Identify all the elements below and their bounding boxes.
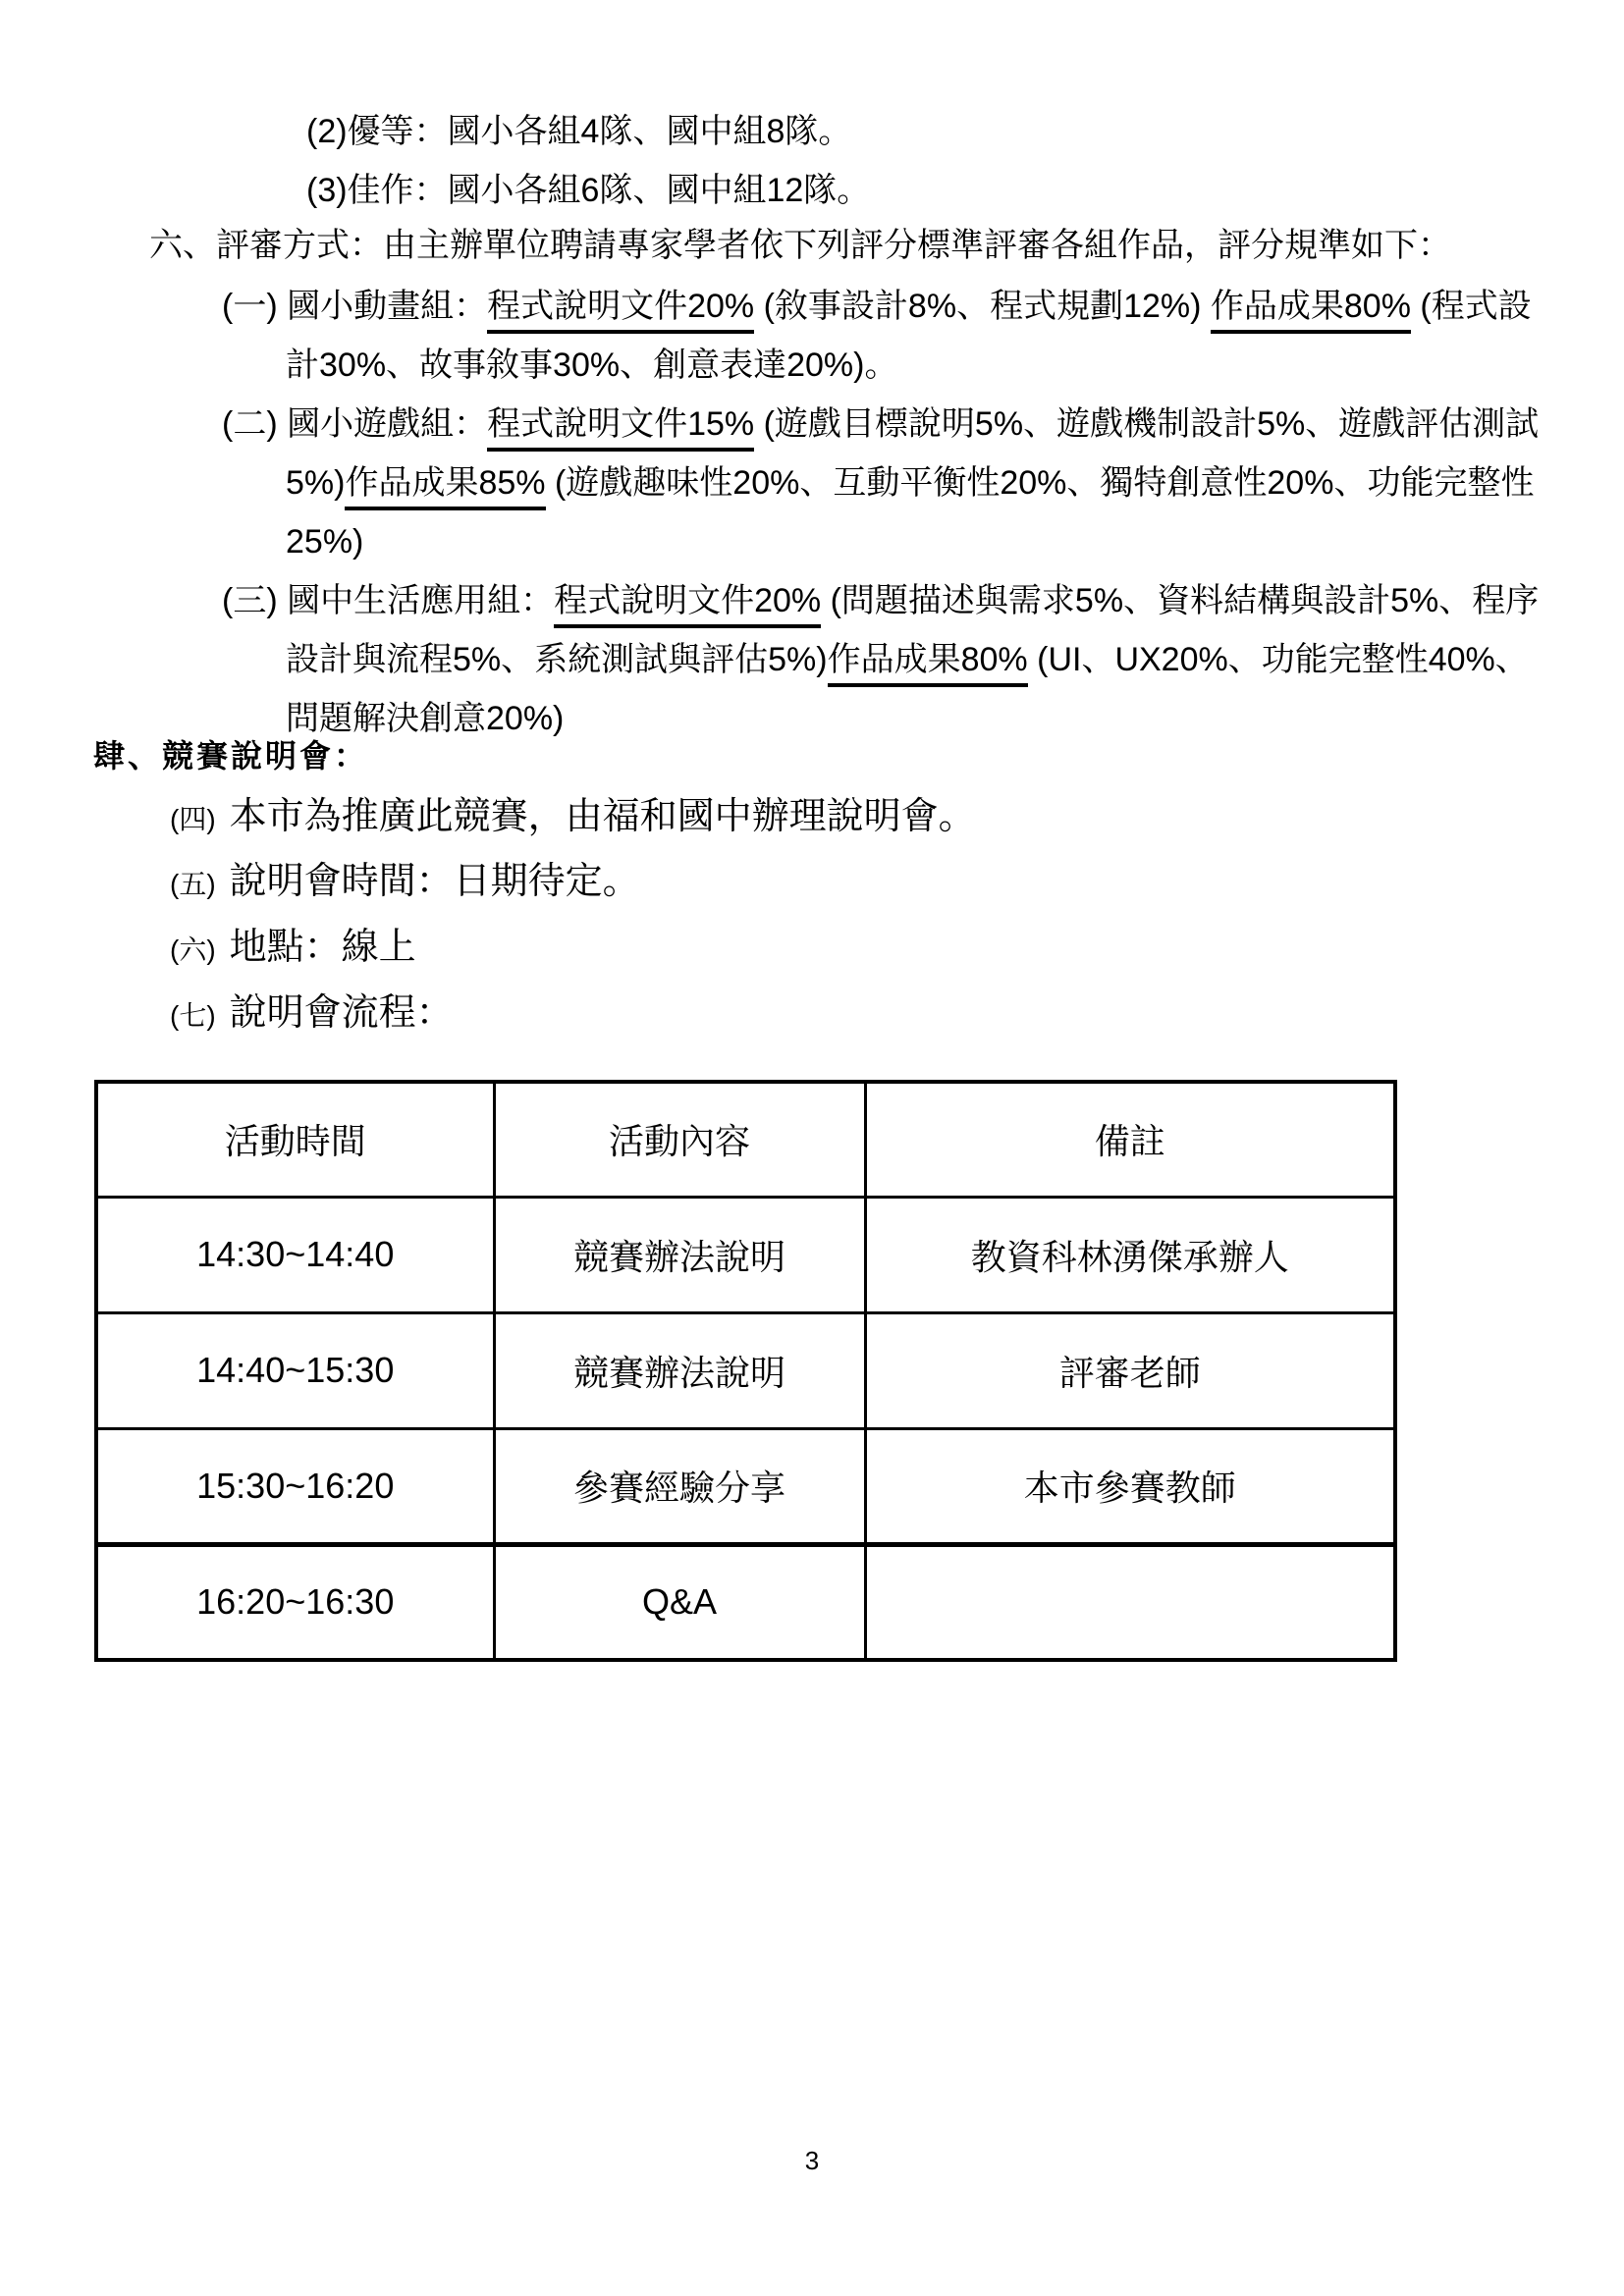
meeting-item-text: 說明會流程：: [229, 992, 454, 1034]
judging-method-heading: [149, 227, 1451, 265]
meeting-item-label: (七): [170, 1000, 216, 1031]
award-line-honorable: [306, 172, 870, 210]
text-segment: 設計與流程5%、系統測試與評估5%): [286, 641, 828, 678]
schedule-row-3: [96, 1428, 1395, 1544]
meeting-item-text: 地點：線上: [229, 927, 416, 968]
header-cell-note: 備註: [865, 1082, 1395, 1197]
cell-note: 教資科林湧傑承辦人: [865, 1197, 1395, 1312]
award-line-excellent: [306, 113, 851, 151]
section4-heading: 肆、競賽說明會：: [93, 738, 369, 774]
schedule-row-2: [96, 1312, 1395, 1428]
schedule-row-4: [96, 1544, 1395, 1660]
judging-item-game-line3: [286, 523, 363, 561]
meeting-item-text: 說明會時間：日期待定。: [229, 861, 640, 902]
cell-time: 14:30~14:40: [96, 1197, 494, 1312]
underlined-text: 作品成果80%: [828, 641, 1028, 687]
meeting-item-agenda: [170, 982, 454, 1036]
judging-item-animation-line1: [222, 288, 1532, 326]
text-segment: (二) 國小遊戲組：: [222, 405, 488, 443]
cell-time: 14:40~15:30: [96, 1312, 494, 1428]
underlined-text: 程式說明文件20%: [554, 582, 821, 628]
page-number: 3: [804, 2146, 820, 2175]
text-segment: 5%): [286, 464, 346, 502]
text-segment: (UI、UX20%、功能完整性40%、: [1027, 641, 1529, 678]
meeting-item-text: 本市為推廣此競賽，由福和國中辦理說明會。: [229, 796, 976, 837]
meeting-item-label: (四): [170, 804, 216, 834]
meeting-item-label: (六): [170, 934, 216, 965]
meeting-item-label: (五): [170, 869, 216, 899]
meeting-item-location: [170, 916, 416, 970]
header-cell-activity: 活動內容: [494, 1082, 865, 1197]
cell-note: 評審老師: [865, 1312, 1395, 1428]
judging-item-animation-line2: [286, 347, 897, 385]
text-segment: 問題解決創意20%): [286, 700, 565, 737]
judging-item-app-line2: [286, 641, 1529, 679]
text-segment: (遊戲目標說明5%、遊戲機制設計5%、遊戲評估測試: [754, 405, 1540, 443]
schedule-header-row: [96, 1082, 1395, 1197]
judging-item-game-line1: [222, 405, 1539, 444]
schedule-row-1: [96, 1197, 1395, 1312]
text-segment: (程式設: [1410, 288, 1532, 325]
cell-time: 16:20~16:30: [96, 1544, 494, 1660]
judging-item-app-line1: [222, 582, 1539, 620]
underlined-text: 作品成果80%: [1211, 288, 1411, 334]
text-segment: 六、評審方式：由主辦單位聘請專家學者依下列評分標準評審各組作品，評分規準如下：: [149, 227, 1451, 264]
cell-activity: 參賽經驗分享: [494, 1428, 865, 1544]
header-cell-time: 活動時間: [96, 1082, 494, 1197]
cell-activity: 競賽辦法說明: [494, 1312, 865, 1428]
text-segment: (一) 國小動畫組：: [222, 288, 488, 325]
cell-note: 本市參賽教師: [865, 1428, 1395, 1544]
text-segment: (三) 國中生活應用組：: [222, 582, 555, 619]
text-segment: (問題描述與需求5%、資料結構與設計5%、程序: [821, 582, 1540, 619]
schedule-table: [94, 1080, 1397, 1662]
judging-item-game-line2: [286, 464, 1534, 503]
text-segment: (2)優等：國小各組4隊、國中組8隊。: [306, 113, 852, 150]
cell-activity: 競賽辦法說明: [494, 1197, 865, 1312]
cell-activity: Q&A: [494, 1544, 865, 1660]
text-segment: 計30%、故事敘事30%、創意表達20%)。: [286, 347, 898, 384]
cell-note: [865, 1544, 1395, 1660]
meeting-item-time: [170, 850, 640, 904]
underlined-text: 程式說明文件20%: [487, 288, 754, 334]
text-segment: (遊戲趣味性20%、互動平衡性20%、獨特創意性20%、功能完整性: [545, 464, 1535, 502]
text-segment: 25%): [286, 523, 364, 561]
text-segment: (3)佳作：國小各組6隊、國中組12隊。: [306, 172, 871, 209]
underlined-text: 程式說明文件15%: [487, 405, 754, 452]
text-segment: (敘事設計8%、程式規劃12%): [754, 288, 1211, 325]
underlined-text: 作品成果85%: [345, 464, 545, 510]
cell-time: 15:30~16:20: [96, 1428, 494, 1544]
meeting-item-promotion: [170, 785, 976, 839]
